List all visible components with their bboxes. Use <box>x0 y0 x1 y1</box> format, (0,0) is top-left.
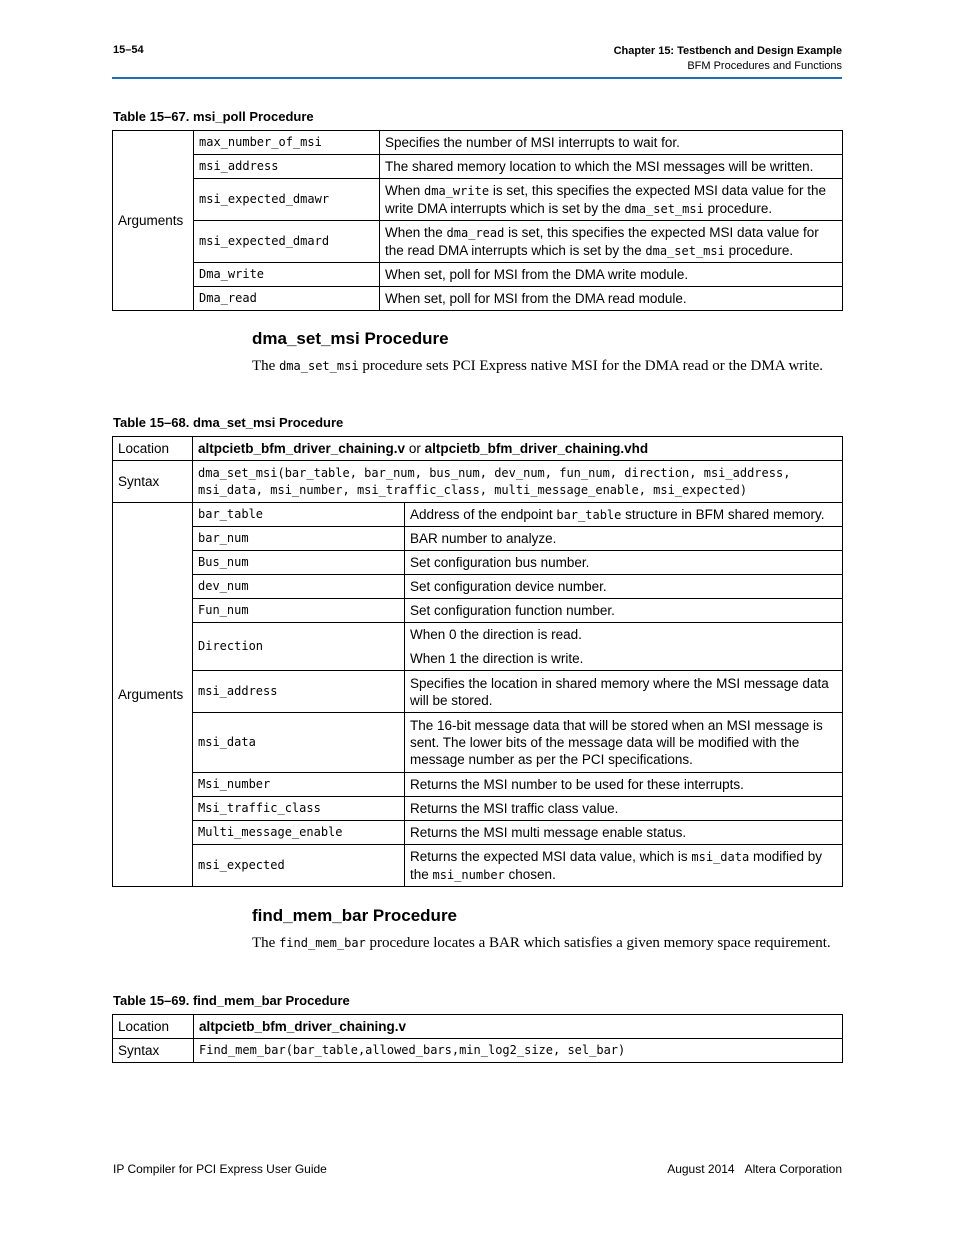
argument-name: Bus_num <box>193 551 405 575</box>
description-text: When 0 the direction is read. <box>410 627 582 642</box>
footer-date: August 2014 <box>667 1162 735 1176</box>
table-row <box>113 263 843 287</box>
argument-name: dev_num <box>193 575 405 599</box>
description-text: Set configuration device number. <box>410 579 607 594</box>
table-67 <box>112 130 843 311</box>
connector-text: or <box>405 441 425 456</box>
footer-right <box>667 1162 842 1176</box>
description-text: The 16-bit message data that will be stored when an MSI message is sent. The lower bits of the message data will be modified with the message number as per the PCI specifications. <box>410 718 823 767</box>
description-text: When set, poll for MSI from the DMA read module. <box>385 291 687 306</box>
table-row <box>113 131 843 155</box>
location-value: altpcietb_bfm_driver_chaining.v <box>194 1015 843 1039</box>
description-text: Address of the endpoint <box>410 506 557 522</box>
syntax-line: msi_data, msi_number, msi_traffic_class, multi_message_enable, msi_expected) <box>198 482 748 497</box>
table-row <box>113 437 843 461</box>
argument-name: bar_table <box>193 503 405 527</box>
para-code: find_mem_bar <box>279 936 366 950</box>
table-69-caption: Table 15–69. find_mem_bar Procedure <box>113 993 350 1008</box>
argument-description <box>405 575 843 599</box>
table-row <box>113 623 843 671</box>
running-header <box>614 44 842 74</box>
inline-code: dma_write <box>424 183 490 198</box>
para-code: dma_set_msi <box>279 359 359 373</box>
table-row <box>113 599 843 623</box>
argument-description <box>405 599 843 623</box>
inline-code: bar_table <box>556 507 622 522</box>
syntax-label: Syntax <box>113 461 193 503</box>
description-text: BAR number to analyze. <box>410 531 557 546</box>
table-row <box>113 179 843 221</box>
description-text: modified by the <box>410 848 822 882</box>
description-text: Returns the MSI multi message enable status. <box>410 825 687 840</box>
argument-description <box>405 503 843 527</box>
location-label: Location <box>113 437 193 461</box>
table-row <box>113 671 843 713</box>
footer-company: Altera Corporation <box>744 1162 842 1176</box>
syntax-label: Syntax <box>113 1039 194 1063</box>
argument-description <box>405 713 843 773</box>
table-69 <box>112 1014 843 1063</box>
section-heading-dma-set-msi: dma_set_msi Procedure <box>252 329 449 348</box>
description-text: structure in BFM shared memory. <box>621 506 825 522</box>
argument-name: Dma_write <box>194 263 380 287</box>
argument-name: Direction <box>193 623 405 671</box>
table-row <box>113 821 843 845</box>
header-rule <box>112 77 842 79</box>
argument-description <box>380 287 843 311</box>
description-text: Returns the MSI traffic class value. <box>410 801 619 816</box>
table-row <box>113 527 843 551</box>
table-row <box>113 221 843 263</box>
table-row <box>113 551 843 575</box>
para-text: procedure sets PCI Express native MSI for the DMA read or the DMA write. <box>358 358 824 374</box>
description-text: procedure. <box>703 200 773 216</box>
argument-description <box>380 263 843 287</box>
section-heading-find-mem-bar: find_mem_bar Procedure <box>252 906 458 925</box>
table-row <box>113 155 843 179</box>
description-text: Returns the expected MSI data value, which is <box>410 848 692 864</box>
syntax-line: dma_set_msi(bar_table, bar_num, bus_num, dev_num, fun_num, direction, msi_address, <box>198 465 791 480</box>
description-text: When set, poll for MSI from the DMA write module. <box>385 267 689 282</box>
syntax-value <box>193 461 843 503</box>
description-text: Set configuration function number. <box>410 603 615 618</box>
location-label: Location <box>113 1015 194 1039</box>
description-text: Returns the MSI number to be used for these interrupts. <box>410 777 744 792</box>
description-text: chosen. <box>504 866 556 882</box>
para-text: The <box>252 358 280 374</box>
argument-description <box>380 155 843 179</box>
description-line <box>410 626 837 643</box>
description-text: When the <box>385 224 447 240</box>
location-value <box>193 437 843 461</box>
file-name: altpcietb_bfm_driver_chaining.vhd <box>424 441 649 456</box>
argument-name: msi_data <box>193 713 405 773</box>
table-67-caption: Table 15–67. msi_poll Procedure <box>113 109 314 124</box>
argument-name: max_number_of_msi <box>194 131 380 155</box>
table-row <box>113 713 843 773</box>
description-line: When 1 the direction is write. <box>410 651 584 666</box>
table-68 <box>112 436 843 887</box>
argument-name: Multi_message_enable <box>193 821 405 845</box>
arguments-label: Arguments <box>113 131 194 311</box>
description-text: is set, this specifies the expected MSI data value for the write DMA interrupts which is set by the <box>385 182 826 216</box>
inline-code: msi_number <box>432 867 505 882</box>
argument-description <box>380 221 843 263</box>
argument-description <box>405 551 843 575</box>
argument-description <box>405 671 843 713</box>
description-text: procedure. <box>724 242 794 258</box>
page-number: 15–54 <box>113 44 144 56</box>
section-title: BFM Procedures and Functions <box>687 60 842 72</box>
inline-code: dma_set_msi <box>645 243 725 258</box>
argument-name: msi_expected <box>193 845 405 887</box>
description-text: Specifies the location in shared memory where the MSI message data will be stored. <box>410 675 829 708</box>
table-row <box>113 1039 843 1063</box>
argument-name: msi_expected_dmard <box>194 221 380 263</box>
inline-code: dma_set_msi <box>624 201 704 216</box>
table-row <box>113 845 843 887</box>
argument-name: bar_num <box>193 527 405 551</box>
table-row <box>113 773 843 797</box>
syntax-value: Find_mem_bar(bar_table,allowed_bars,min_log2_size, sel_bar) <box>194 1039 843 1063</box>
argument-description <box>405 623 843 671</box>
paragraph-find-mem-bar <box>252 934 842 953</box>
argument-description <box>405 797 843 821</box>
chapter-title: Chapter 15: Testbench and Design Example <box>613 45 842 57</box>
argument-name: msi_expected_dmawr <box>194 179 380 221</box>
paragraph-dma-set-msi <box>252 357 842 376</box>
table-68-caption: Table 15–68. dma_set_msi Procedure <box>113 415 344 430</box>
file-name: altpcietb_bfm_driver_chaining.v <box>198 441 406 456</box>
table-row <box>113 287 843 311</box>
table-row <box>113 575 843 599</box>
argument-name: msi_address <box>194 155 380 179</box>
argument-name: msi_address <box>193 671 405 713</box>
table-row <box>113 797 843 821</box>
description-text: is set, this specifies the expected MSI data value for the read DMA interrupts which is set by the <box>385 224 819 258</box>
argument-name: Msi_traffic_class <box>193 797 405 821</box>
inline-code: msi_data <box>691 849 750 864</box>
description-text: The shared memory location to which the MSI messages will be written. <box>385 159 814 174</box>
para-text: procedure locates a BAR which satisfies a given memory space requirement. <box>365 935 831 951</box>
footer-guide-title: IP Compiler for PCI Express User Guide <box>113 1162 327 1176</box>
description-text: Set configuration bus number. <box>410 555 590 570</box>
argument-description <box>405 845 843 887</box>
argument-description <box>405 527 843 551</box>
argument-description <box>380 131 843 155</box>
argument-description <box>405 821 843 845</box>
para-text: The <box>252 935 280 951</box>
argument-description <box>380 179 843 221</box>
inline-code: dma_read <box>446 225 505 240</box>
argument-description <box>405 773 843 797</box>
argument-name: Fun_num <box>193 599 405 623</box>
table-row <box>113 503 843 527</box>
description-text: Specifies the number of MSI interrupts to wait for. <box>385 135 680 150</box>
table-row <box>113 461 843 503</box>
description-text: When <box>385 182 425 198</box>
table-row <box>113 1015 843 1039</box>
arguments-label: Arguments <box>113 503 193 887</box>
argument-name: Msi_number <box>193 773 405 797</box>
argument-name: Dma_read <box>194 287 380 311</box>
